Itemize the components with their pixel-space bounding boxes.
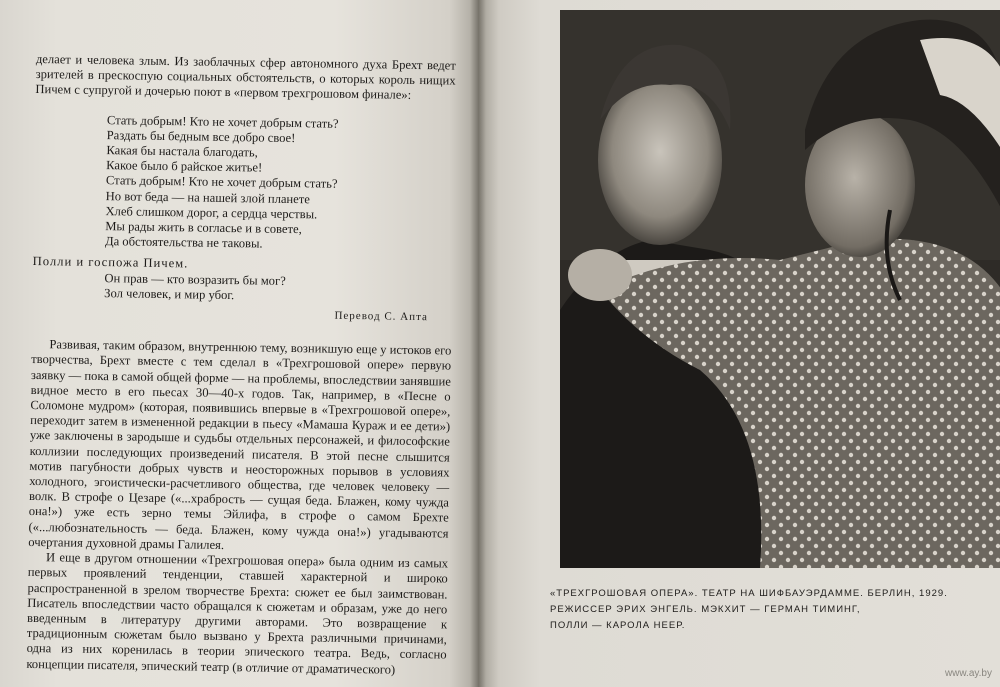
watermark: www.ay.by: [944, 668, 992, 679]
photo-illustration: [560, 10, 1000, 568]
verse-line: Раздать бы бедным все добро свое!: [106, 127, 296, 145]
body-text: [26, 337, 451, 678]
verse-line: Стать добрым! Кто не хочет добрым стать?: [106, 112, 339, 131]
verse-block: [105, 113, 455, 255]
verse-line: Но вот беда — на нашей злой планете: [105, 188, 311, 206]
theatre-photo: [560, 10, 1000, 568]
photo-caption: [550, 586, 970, 634]
book-gutter: [470, 0, 486, 687]
body-paragraph: И еще в другом отношении «Трехгрошовая опера» была одним из самых первых проявлений тенденции, ставшей характерной и широко распространенной в зрелом творчестве Брехта: сюжет ее был заимствован. Писатель впоследствии часто обращался к сюжетам и образам, уже до него введенным в литературу другими авторами. Это возвращение к традиционным сюжетам было вызвано у Брехта различными причинами, одна из них коренилась в теории эпического театра. Ведь, согласно концепции писателя, эпический театр (в отличие от драматического): [26, 550, 449, 677]
verse-line: Какое было б райское житье!: [106, 158, 263, 175]
verse-line: Стать добрым! Кто не хочет добрым стать?: [105, 173, 338, 192]
left-page-text: [26, 52, 456, 678]
verse-block-2: [104, 271, 452, 307]
caption-line: РЕЖИССЕР ЭРИХ ЭНГЕЛЬ. МЭКХИТ — ГЕРМАН ТИМИНГ,: [550, 604, 861, 615]
verse-line: Зол человек, и мир убог.: [104, 285, 235, 302]
caption-line: ПОЛЛИ — КАРОЛА НЕЕР.: [550, 620, 686, 631]
verse-line: Хлеб слишком дорог, а сердца черствы.: [105, 203, 318, 222]
verse-line: Он прав — кто возразить бы мог?: [104, 270, 286, 288]
body-paragraph: Развивая, таким образом, внутреннюю тему, возникшую еще у истоков его творчества, Брехт вместе с тем сделал в «Трехгрошовой опере» первую заявку — пока в самой общей форме — на проблемы, впоследствии занявшие видное место в его пьесах 30—40-х годов. Так, например, в «Песне о Соломоне мудром» (которая, появившись впервые в «Трехгрошовой опере», переходит затем в измененной редакции в пьесу «Мамаша Кураж и ее дети») уже заключены в зародыше и судьбы отдельных персонажей, и философские коллизии последующих произведений писателя. В этой песне слышится мотив пагубности добрых чувств и неосторожных порывов в условиях холодного, эгоистически-расчетливого общества, где человек человеку — волк. В строфе о Цезаре («...храбрость — сущая беда. Блажен, кому чужда она!») уже есть зерно темы Эйлифа, в строфе о самом Брехте («...любознательность — беда. Блажен, кому чужда она!») угадываются очертания духовной драмы Галилея.: [28, 337, 452, 552]
verse-line: Да обстоятельства не таковы.: [104, 234, 263, 251]
speaker-line: Полли и госпожа Пичем.: [32, 254, 189, 271]
verse-line: Мы рады жить в согласье и в совете,: [105, 219, 302, 237]
verse-line: Какая бы настала благодать,: [106, 143, 258, 160]
caption-line: «ТРЕХГРОШОВАЯ ОПЕРА». ТЕАТР НА ШИФБАУЭРДАММЕ. БЕРЛИН, 1929.: [550, 588, 948, 599]
translation-credit: Перевод С. Апта: [334, 309, 428, 324]
intro-paragraph: делает и человека злым. Из заоблачных сфер автономного духа Брехт ведет зрителей в прескоспую социальных обстоятельств, о которых король нищих Пичем с супругой и дочерью поют в «первом трехгрошовом финале»:: [35, 52, 456, 103]
